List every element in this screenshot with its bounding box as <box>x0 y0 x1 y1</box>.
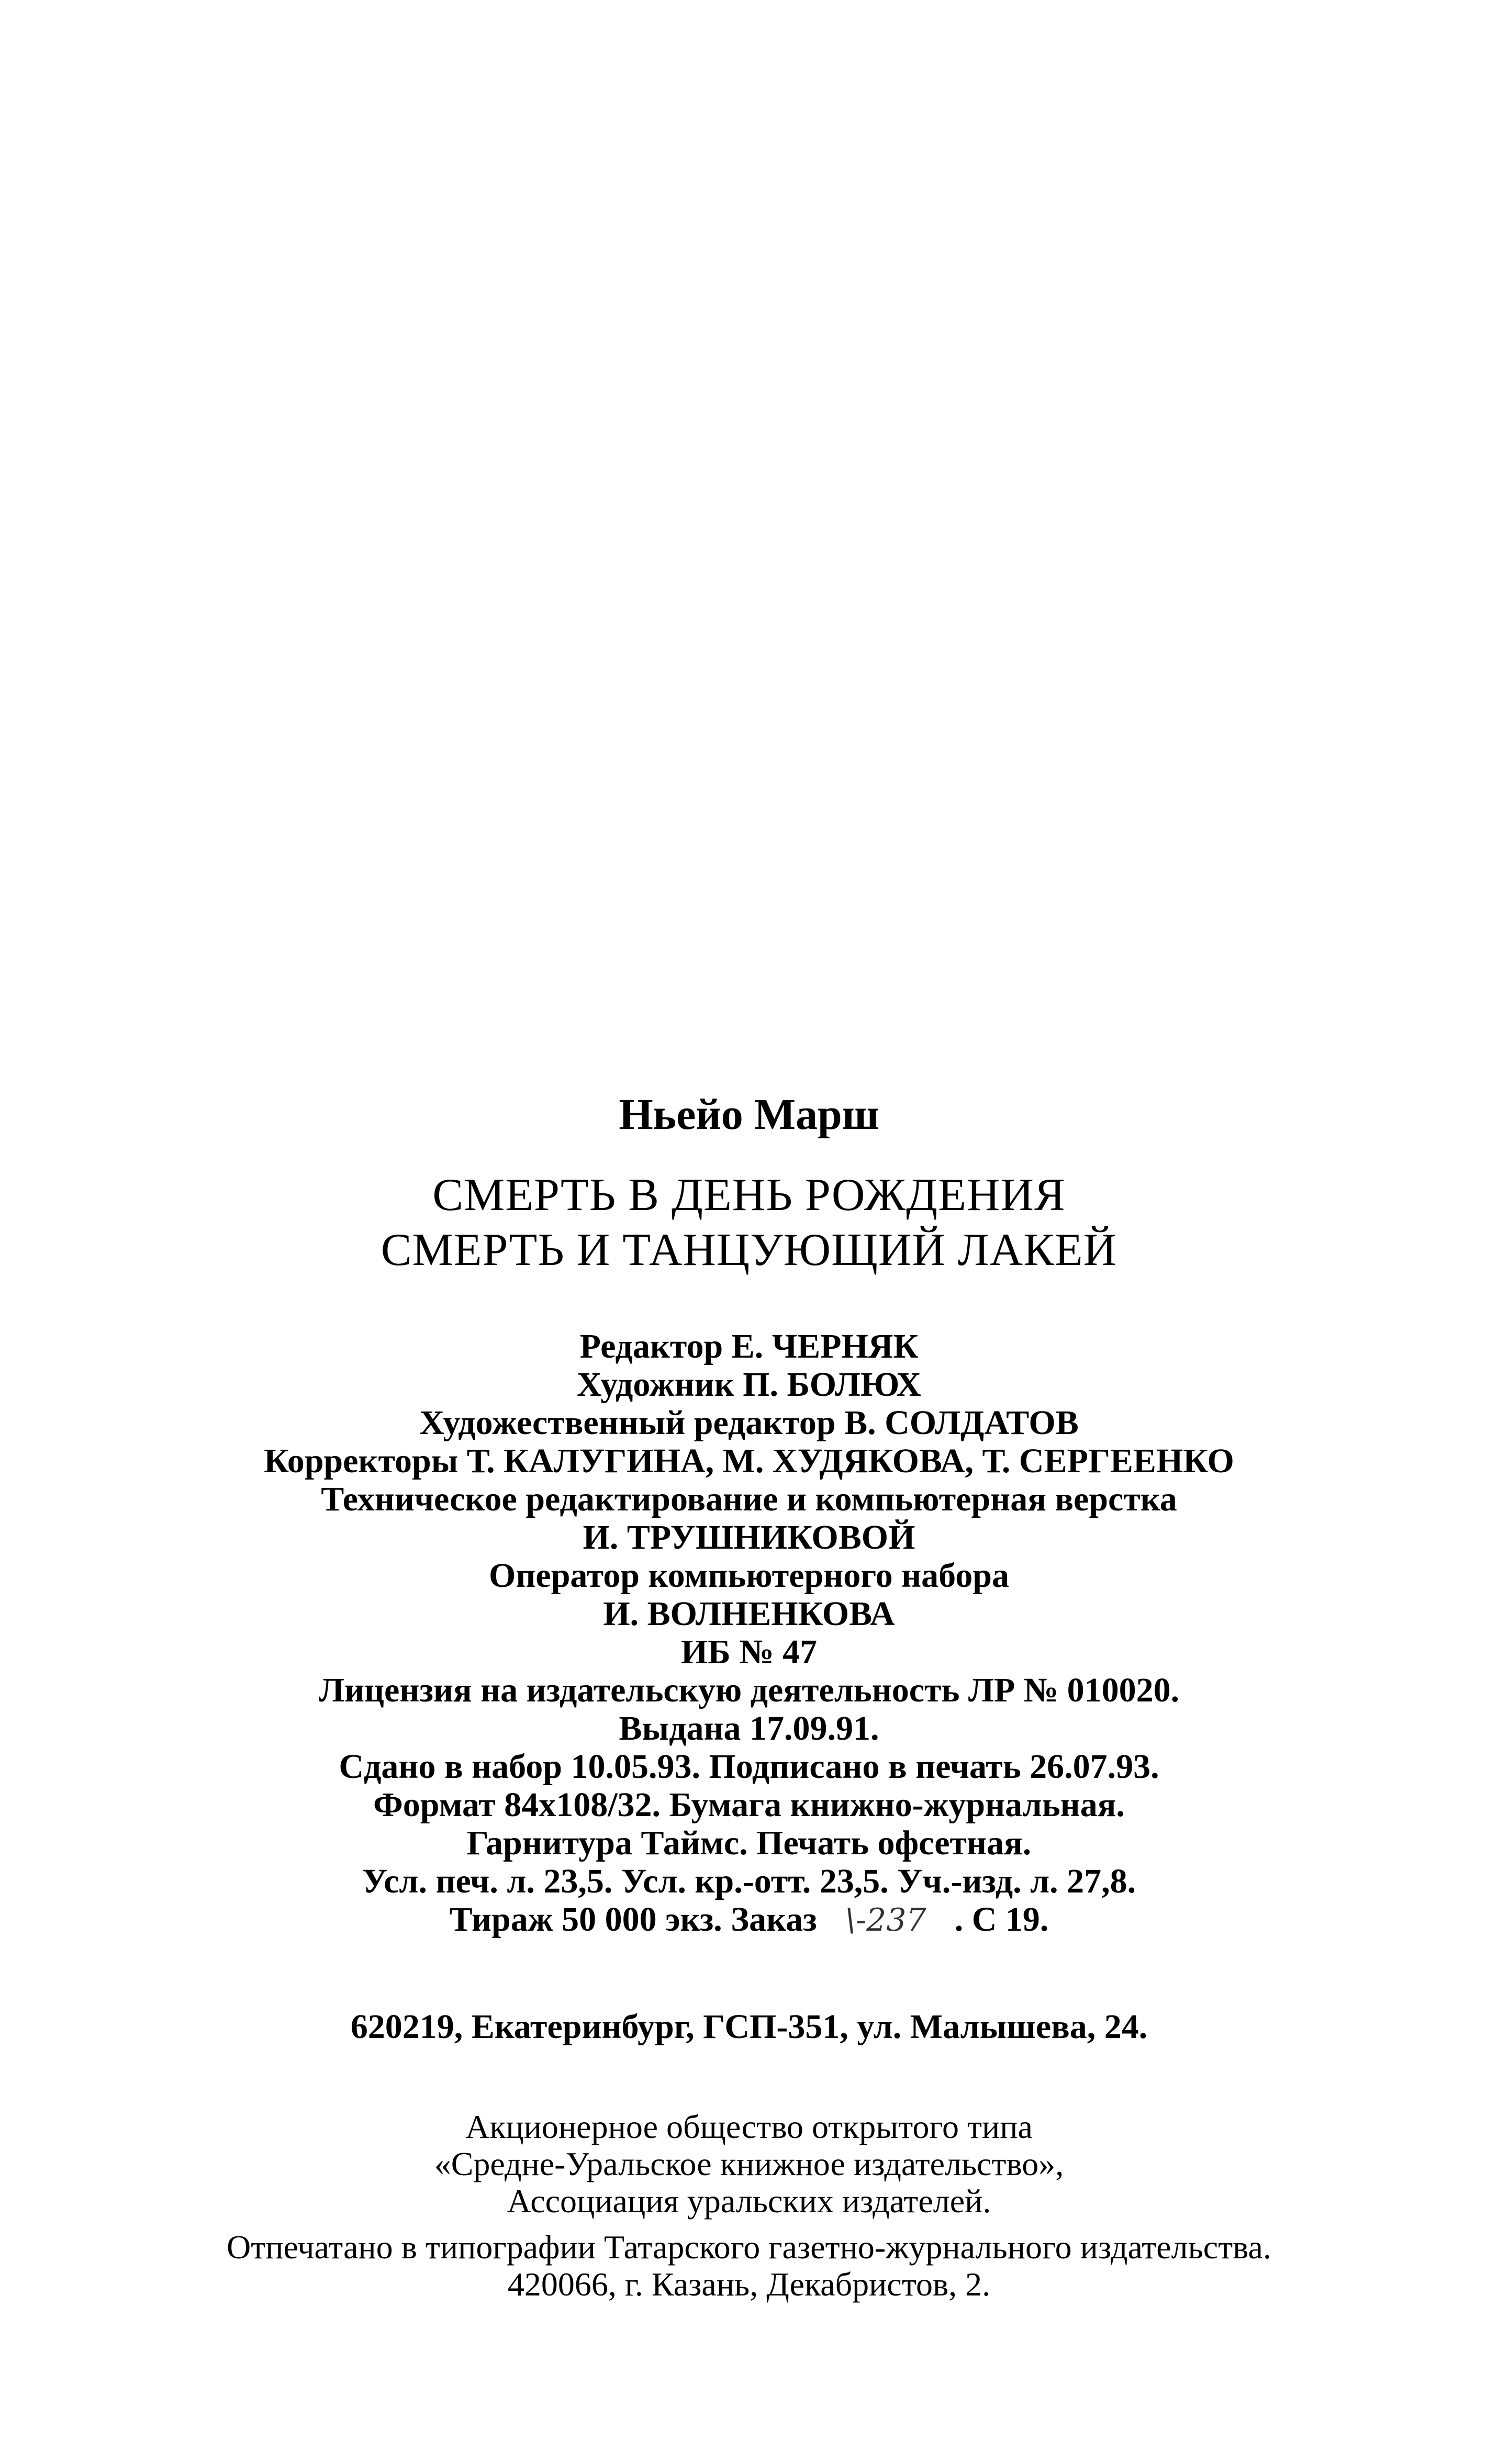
production-dates-line: Сдано в набор 10.05.93. Подписано в печать 26.07.93. <box>339 1748 1159 1786</box>
book-title-2: СМЕРТЬ И ТАНЦУЮЩИЙ ЛАКЕЙ <box>381 1225 1117 1275</box>
print-run-line <box>0 1902 1498 1937</box>
typeface-line: Гарнитура Таймс. Печать офсетная. <box>466 1824 1032 1862</box>
book-author: Ньейо Марш <box>619 1090 879 1139</box>
credit-typesetting-operator-name: И. ВОЛНЕНКОВА <box>603 1595 895 1633</box>
credit-artist: Художник П. БОЛЮХ <box>577 1365 921 1404</box>
printing-address-line: 420066, г. Казань, Декабристов, 2. <box>507 2266 991 2303</box>
license-issued-line: Выдана 17.09.91. <box>619 1709 879 1748</box>
print-run-prefix: Тираж 50 000 экз. Заказ <box>449 1900 817 1939</box>
book-title-1: СМЕРТЬ В ДЕНЬ РОЖДЕНИЯ <box>432 1170 1066 1220</box>
print-run-suffix: . С 19. <box>954 1900 1049 1939</box>
credit-typesetting-operator-label: Оператор компьютерного набора <box>489 1556 1009 1595</box>
printing-house-line: Отпечатано в типографии Татарского газетно-журнального издательства. <box>227 2228 1271 2266</box>
license-line: Лицензия на издательскую деятельность ЛР № 010020. <box>318 1671 1180 1709</box>
sheets-line: Усл. печ. л. 23,5. Усл. кр.-отт. 23,5. Уч.-изд. л. 27,8. <box>362 1862 1136 1900</box>
format-line: Формат 84x108/32. Бумага книжно-журнальная. <box>373 1786 1125 1824</box>
publisher-line-1: Акционерное общество открытого типа <box>465 2108 1033 2145</box>
credit-proofreaders: Корректоры Т. КАЛУГИНА, М. ХУДЯКОВА, Т. СЕРГЕЕНКО <box>264 1442 1234 1480</box>
publisher-address: 620219, Екатеринбург, ГСП-351, ул. Малышева, 24. <box>350 2008 1148 2046</box>
publisher-line-3: Ассоциация уральских издателей. <box>507 2182 991 2220</box>
ib-number: ИБ № 47 <box>680 1633 818 1671</box>
publisher-line-2: «Средне-Уральское книжное издательство», <box>434 2145 1064 2182</box>
order-number-handwritten: \-237 <box>845 1902 926 1939</box>
credit-art-editor: Художественный редактор В. СОЛДАТОВ <box>419 1404 1079 1442</box>
credit-editor: Редактор Е. ЧЕРНЯК <box>579 1327 919 1365</box>
credit-technical-editing-label: Техническое редактирование и компьютерная верстка <box>321 1480 1177 1518</box>
credit-technical-editing-name: И. ТРУШНИКОВОЙ <box>583 1518 915 1556</box>
